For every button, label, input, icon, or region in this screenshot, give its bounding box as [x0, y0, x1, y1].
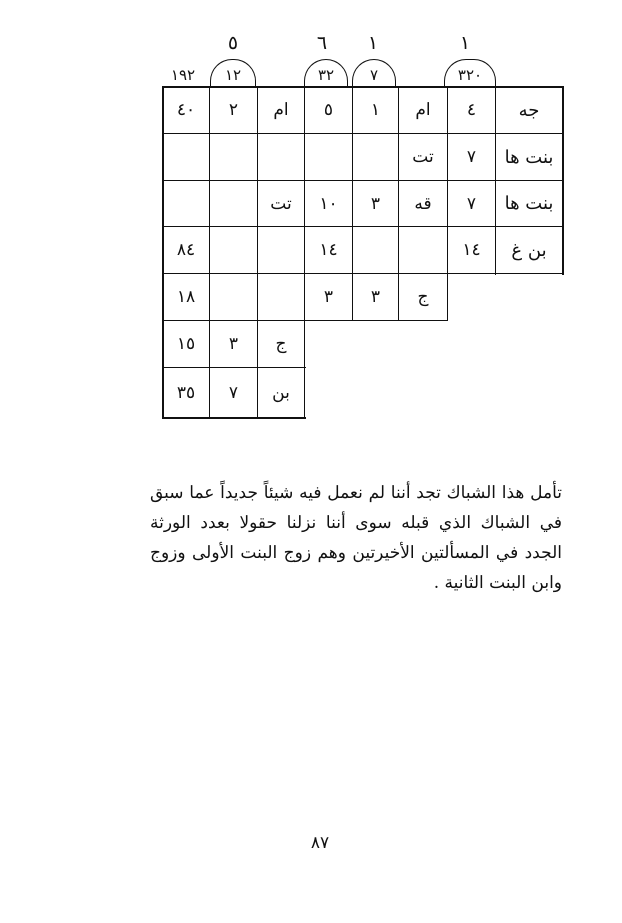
table-cell: ج [417, 287, 429, 307]
top-marker-3: ٦ [316, 32, 328, 54]
table-cell: ٣٥ [176, 382, 196, 403]
table-cell: ١٤ [319, 240, 338, 260]
table-cell: ١ [370, 100, 381, 120]
table-cell: ام [415, 100, 431, 120]
table-cell: ١٤ [462, 240, 481, 260]
table-cell: بن [272, 382, 290, 403]
explanation-paragraph: تأمل هذا الشباك تجد أننا لم نعمل فيه شيئاً جديداً عما سبق في الشباك الذي قبله سوى أننا نزلنا حقولا بعدد الورثة الجدد في المسألتين الأخيرتين وهم زوج البنت الأولى وزوج وابن البنت الثانية . [150, 483, 562, 593]
table-cell: ٨٤ [176, 240, 196, 260]
arc-label-320: ٣٢٠ [457, 66, 483, 84]
arc-label-12: ١٢ [224, 66, 242, 84]
table-cell: ٣ [228, 334, 239, 354]
table-cell: ١٨ [176, 287, 196, 307]
table-cell: تت [270, 193, 292, 214]
table-cell: ٤٠ [176, 100, 196, 120]
table-cell: ٣ [323, 287, 334, 307]
table-cell: ٧ [466, 147, 477, 167]
table-cell: جه [518, 99, 540, 121]
table-cell: ٤ [466, 100, 477, 120]
table-cell: ١٥ [176, 334, 196, 354]
page-number: ٨٧ [310, 833, 330, 853]
table-cell: ٧ [466, 193, 477, 214]
top-marker-4: ٥ [227, 32, 239, 54]
table-cell: ١٠ [319, 193, 338, 214]
arc-label-32: ٣٢ [317, 66, 335, 84]
table-cell: ام [273, 100, 289, 120]
table-cell: بنت ها [504, 146, 554, 168]
grid-vline [562, 86, 564, 275]
table-cell: ٣ [370, 287, 381, 307]
arc-label-7: ٧ [369, 66, 379, 84]
table-cell: ٢ [228, 100, 239, 120]
table-cell: ٣ [370, 193, 381, 214]
table-cell: قه [414, 193, 432, 214]
total-label: ١٩٢ [170, 66, 196, 84]
table-cell: بنت ها [504, 193, 554, 214]
table-cell: ٧ [228, 382, 239, 403]
table-cell: ج [275, 334, 287, 354]
top-marker-2: ١ [367, 32, 379, 54]
table-cell: ٥ [323, 100, 334, 120]
table-cell: تت [412, 147, 434, 167]
grid-hline [162, 417, 306, 419]
top-marker-1: ١ [459, 32, 471, 54]
table-cell: بن غ [511, 239, 547, 261]
